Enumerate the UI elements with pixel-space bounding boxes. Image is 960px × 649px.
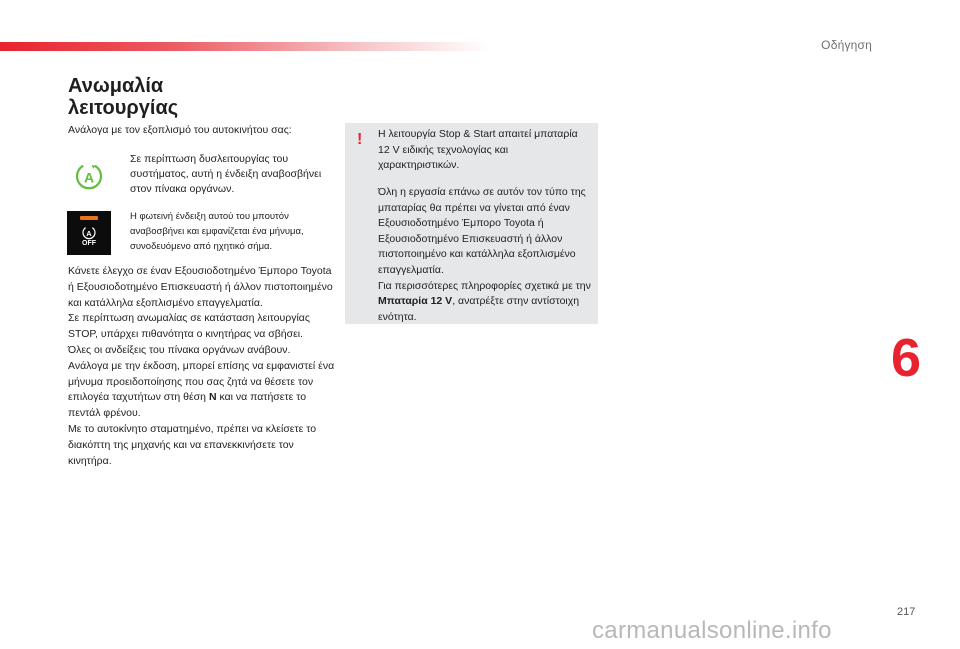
alert-exclamation-icon: ! <box>357 131 363 148</box>
text-run: Για περισσότερες πληροφορίες σχετικά με την <box>378 279 591 292</box>
svg-text:A: A <box>86 229 92 238</box>
button-a-symbol-icon <box>82 226 96 240</box>
page-number: 217 <box>897 606 916 618</box>
section-title-line2: λειτουργίας <box>68 97 179 119</box>
section-title-line1: Ανωμαλία <box>68 75 164 97</box>
info-paragraph: Η λειτουργία Stop & Start απαιτεί μπαταρία 12 V ειδικής τεχνολογίας και χαρακτηριστικών. <box>378 128 578 172</box>
button-indicator-bar <box>80 216 98 220</box>
chapter-header-title: Οδήγηση <box>821 38 872 52</box>
gear-position-n: N <box>208 391 217 404</box>
off-button-description: Η φωτεινή ένδειξη αυτού του μπουτόν αναβοσβήνει και εμφανίζεται ένα μήνυμα, συνοδευόμενο από ηχητικό σήμα. <box>130 211 304 252</box>
chapter-number: 6 <box>891 328 922 388</box>
text-run: , ανατρέξτε στην αντίστοιχη ενότητα. <box>378 295 580 323</box>
stop-start-a-icon <box>75 163 103 191</box>
stop-start-off-button-icon <box>67 211 111 255</box>
header-accent-bar <box>0 42 490 51</box>
text-run: και να πατήσετε το πεντάλ φρένου. <box>68 391 307 420</box>
main-paragraph: Με το αυτοκίνητο σταματημένο, πρέπει να κλείσετε το διακόπτη της μηχανής και να επανεκκινήσετε τον κινητήρα. <box>68 422 317 467</box>
section-intro: Ανάλογα με τον εξοπλισμό του αυτοκινήτου σας: <box>68 124 292 136</box>
main-paragraph: Όλες οι ανδείξεις του πίνακα οργάνων ανάβουν. <box>68 343 291 356</box>
main-paragraph: Σε περίπτωση ανωμαλίας σε κατάσταση λειτουργίας STOP, υπάρχει πιθανότητα ο κινητήρας να σβήσει. <box>68 312 310 341</box>
info-paragraph: Όλη η εργασία επάνω σε αυτόν τον τύπο της μπαταρίας θα πρέπει να γίνεται από έναν Εξουσιοδοτημένο Έμπορο Toyota ή Εξουσιοδοτημένο Επισκευαστή ή άλλον πιστοποιημένο και κατάλληλα εξοπλισμένο επαγγελματία. <box>378 186 586 276</box>
text-run: Ανάλογα με την έκδοση, μπορεί επίσης να εμφανιστεί ένα μήνυμα προειδοποίησης που σας ζητά να θέσετε τον επιλογέα ταχυτήτων στη θέση <box>68 359 335 404</box>
warning-light-description: Σε περίπτωση δυσλειτουργίας του συστήματος, αυτή η ένδειξη αναβοσβήνει στον πίνακα οργάνων. <box>130 153 322 195</box>
info-paragraph <box>378 279 592 326</box>
battery-section-reference: Μπαταρία 12 V <box>378 295 453 308</box>
svg-text:A: A <box>83 169 95 186</box>
battery-info-box <box>345 123 598 324</box>
main-body-text <box>68 264 338 469</box>
watermark-text: carmanualsonline.info <box>592 617 832 644</box>
button-off-label: OFF <box>82 240 96 247</box>
main-paragraph <box>68 359 338 422</box>
info-paragraph-group <box>378 185 592 325</box>
main-paragraph: Κάνετε έλεγχο σε έναν Εξουσιοδοτημένο Έμπορο Toyota ή Εξουσιοδοτημένο Επισκευαστή ή άλλον πιστοποιημένο και κατάλληλα εξοπλισμένο επαγγελματία. <box>68 265 333 309</box>
section-title <box>68 75 178 119</box>
